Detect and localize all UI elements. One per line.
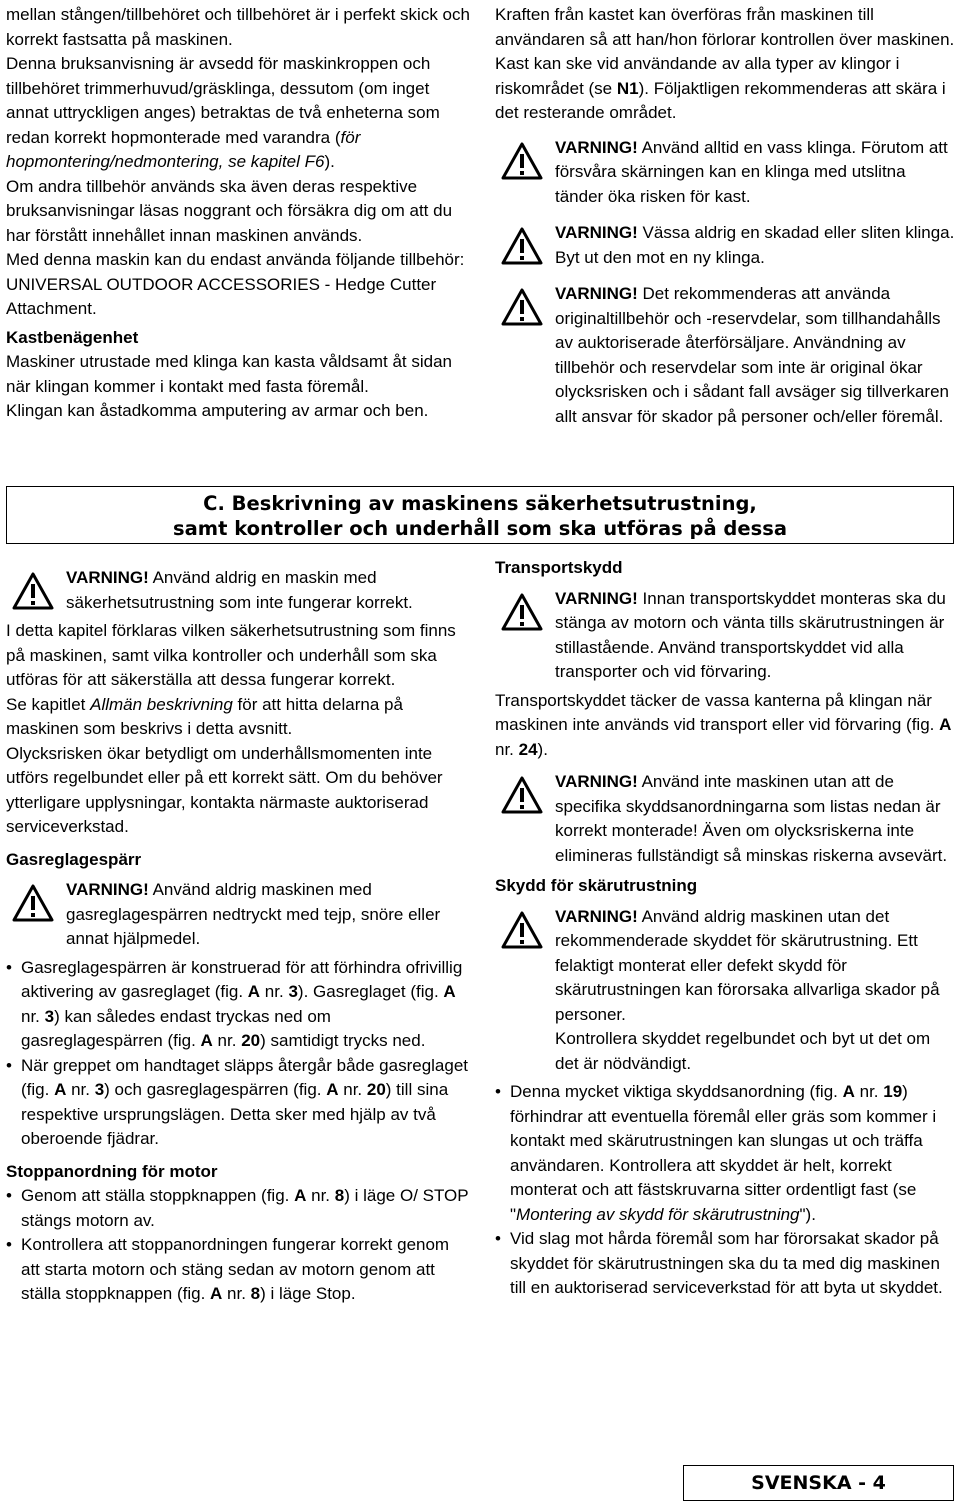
paragraph: Kast kan ske vid användande av alla typer av klingor i riskområdet (se N1). Följaktligen rekommenderas att skära i det resterande området. xyxy=(495,54,946,122)
paragraph: Denna bruksanvisning är avsedd för maskinkroppen och tillbehöret trimmerhuvud/gräsklinga, dessutom (om inget annat uttryckligen anges) betraktas de två enheterna som redan korrekt hopmonterade med varandra (för hopmontering/nedmontering, se kapitel F6). xyxy=(6,54,440,171)
warning-text: Använd aldrig maskinen utan det rekommenderade skyddet för skärutrustning. Ett felaktigt monterat eller defekt skydd för skärutrustningen kan förorsaka allvarliga skador på personer. xyxy=(555,906,940,1024)
paragraph: Med denna maskin kan du endast använda följande tillbehör: UNIVERSAL OUTDOOR ACCESSORIES - Hedge Cutter Attachment. xyxy=(6,250,465,318)
warning-block xyxy=(495,770,957,868)
warning-block xyxy=(495,282,957,429)
warning-label: VARNING! xyxy=(555,223,638,242)
warning-block xyxy=(6,566,471,615)
left-column-top xyxy=(6,3,471,424)
left-column-bottom xyxy=(6,566,471,1307)
warning-triangle-icon xyxy=(501,911,543,949)
warning-block xyxy=(495,905,957,1077)
warning-text: Använd inte maskinen utan att de specifika skyddsanordningarna som listas nedan är korrekt monterade! Även om olycksriskerna inte elimineras fullständigt så minskas riskerna avsevärt. xyxy=(555,772,948,865)
paragraph: Kraften från kastet kan överföras från maskinen till användaren så att han/hon förlorar kontrollen över maskinen. xyxy=(495,5,955,49)
list-item: • Vid slag mot hårda föremål som har förorsakat skador på skyddet för skärutrustningen ska du ta med dig maskinen till en auktoriserad serviceverkstad för att byta ut skyddet. xyxy=(495,1227,957,1301)
paragraph: I detta kapitel förklaras vilken säkerhetsutrustning som finns på maskinen, samt vilka kontroller och underhåll som ska utföras för att säkerställa att dessa fungerar korrekt. xyxy=(6,621,456,689)
section-heading-kastbenagenhet: Kastbenägenhet xyxy=(6,327,139,347)
warning-label: VARNING! xyxy=(66,568,149,587)
warning-triangle-icon xyxy=(12,572,54,610)
page-footer-language-page: SVENSKA - 4 xyxy=(683,1465,954,1501)
section-heading-gasreglagesparr: Gasreglagespärr xyxy=(6,849,142,869)
warning-text: Innan transportskyddet monteras ska du stänga av motorn och vänta tills skärutrustningen är stillastående. Använd transportskyddet vid alla transporter och vid förvaring. xyxy=(555,588,946,681)
section-heading-transportskydd: Transportskydd xyxy=(495,558,623,577)
chapter-title-line-1: C. Beskrivning av maskinens säkerhetsutrustning, xyxy=(203,492,757,515)
warning-triangle-icon xyxy=(501,776,543,814)
chapter-title-line-2: samt kontroller och underhåll som ska utföras på dessa xyxy=(173,517,787,540)
warning-label: VARNING! xyxy=(555,588,638,608)
paragraph: mellan stången/tillbehöret och tillbehöret är i perfekt skick och korrekt fastsatta på maskinen. xyxy=(6,5,470,49)
warning-triangle-icon xyxy=(501,142,543,180)
warning-triangle-icon xyxy=(501,593,543,631)
paragraph: Maskiner utrustade med klinga kan kasta våldsamt åt sidan när klingan kommer i kontakt med fasta föremål. xyxy=(6,352,453,396)
warning-label: VARNING! xyxy=(66,880,149,899)
warning-text: Vässa aldrig en skadad eller sliten klinga. Byt ut den mot en ny klinga. xyxy=(555,223,955,267)
warning-triangle-icon xyxy=(501,227,543,265)
right-column-bottom xyxy=(495,556,957,1301)
warning-triangle-icon xyxy=(501,288,543,326)
warning-text: Använd alltid en vass klinga. Förutom att försvåra skärningen kan en klinga med utslitna tänder öka risken för kast. xyxy=(555,137,948,206)
warning-label: VARNING! xyxy=(555,906,638,926)
bullet-list xyxy=(495,1080,957,1301)
paragraph: Om andra tillbehör används ska även deras respektive bruksanvisningar läsas noggrant och försäkra dig om att du har förstått innehållet innan maskinen används. xyxy=(6,176,453,245)
section-heading-stoppanordning: Stoppanordning för motor xyxy=(6,1161,218,1181)
paragraph: Transportskyddet täcker de vassa kanterna på klingan när maskinen inte används vid transport eller vid förvaring (fig. A nr. 24). xyxy=(495,690,952,759)
bullet-list xyxy=(6,956,471,1152)
paragraph: Klingan kan åstadkomma amputering av armar och ben. xyxy=(6,401,429,420)
warning-label: VARNING! xyxy=(555,772,638,791)
warning-block xyxy=(495,587,957,685)
warning-triangle-icon xyxy=(12,884,54,922)
chapter-title-box xyxy=(6,486,954,544)
section-heading-skydd-for-skarutrustning: Skydd för skärutrustning xyxy=(495,876,698,895)
list-item: • När greppet om handtaget släpps återgår både gasreglaget (fig. A nr. 3) och gasreglagespärren (fig. A nr. 20) till sina respektive ursprungslägen. Detta sker med hjälp av två oberoende fjädrar. xyxy=(6,1054,471,1152)
warning-block xyxy=(6,878,471,952)
paragraph: Se kapitlet Allmän beskrivning för att hitta delarna på maskinen som beskrivs i detta avsnitt. xyxy=(6,694,403,738)
right-column-top xyxy=(495,3,957,433)
warning-label: VARNING! xyxy=(555,137,638,157)
warning-label: VARNING! xyxy=(555,284,638,303)
list-item: • Gasreglagespärren är konstruerad för att förhindra ofrivillig aktivering av gasreglaget (fig. A nr. 3). Gasreglaget (fig. A nr. 3) kan således endast tryckas ned om gasreglagespärren (fig. A nr. 20) samtidigt trycks ned. xyxy=(6,956,471,1054)
paragraph: Olycksrisken ökar betydligt om underhållsmomenten inte utförs regelbundet eller på ett korrekt sätt. Om du behöver ytterligare upplysningar, kontakta närmaste auktoriserad serviceverkstad. xyxy=(6,743,443,836)
warning-block xyxy=(495,136,957,210)
list-item: • Kontrollera att stoppanordningen fungerar korrekt genom att starta motorn och stäng sedan av motorn genom att ställa stoppknappen (fig. A nr. 8) i läge Stop. xyxy=(6,1233,471,1307)
warning-block xyxy=(495,221,957,270)
list-item: • Genom att ställa stoppknappen (fig. A nr. 8) i läge O/ STOP stängs motorn av. xyxy=(6,1184,471,1233)
bullet-list xyxy=(6,1184,471,1307)
warning-extra-text: Kontrollera skyddet regelbundet och byt ut det om det är nödvändigt. xyxy=(555,1029,931,1073)
list-item: • Denna mycket viktiga skyddsanordning (fig. A nr. 19) förhindrar att eventuella föremål eller gräs som kommer i kontakt med skärutrustningen kan slungas ut och träffa användaren. Kontrollera att skyddet är helt, korrekt monterat och att fästskruvarna sitter ordentligt fast (se "Montering av skydd för skärutrustning"). xyxy=(495,1080,957,1227)
warning-text: Det rekommenderas att använda originaltillbehör och -reservdelar, som tillhandahålls av auktoriserade återförsäljare. Användning av tillbehör och reservdelar som inte är original ökar olycksrisken och i sådant fall avsäger sig tillverkaren allt ansvar för skador på personer och/eller föremål. xyxy=(555,284,950,426)
warning-text: Använd aldrig en maskin med säkerhetsutrustning som inte fungerar korrekt. xyxy=(66,568,413,612)
warning-text: Använd aldrig maskinen med gasreglagespärren nedtryckt med tejp, snöre eller annat hjälpmedel. xyxy=(66,880,441,948)
